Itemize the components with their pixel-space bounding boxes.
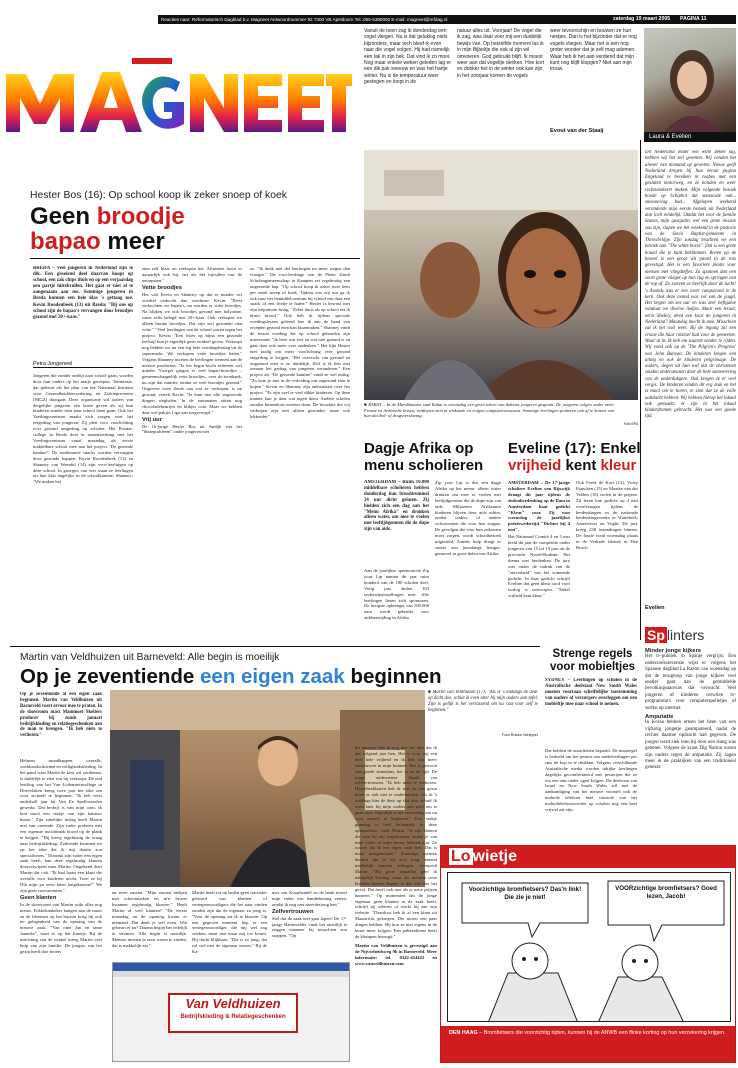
story1-kicker: Hester Bos (16): Op school koop ik zeker snoep of koek <box>30 190 288 201</box>
story5-head-post: beginnen <box>350 665 442 688</box>
story4-column-2: Ook Freek de Kort (14), Vicky Francken (15) en Maaike van der Velden (16) vielen in de prijzen. Zij lezen hun gedicht op 4 mei voorlezingen tijdens de herdenkingen in de nationale herdenkingscentra in Waterberk, Amersfoort en Vught. De jury kreeg 238 inzendingen binnen. De finale vond woensdag plaats in de Verkade fabriek in Den Bosch. <box>576 480 638 550</box>
portrait-art <box>644 28 736 132</box>
story1-subhead-vette: Vette broodjes <box>142 284 182 291</box>
splinters-t1: Het tv-publiek in Spanje vergrijst. Een onderzoeksrecensie wijst er volgens het Spaanse dagblad La Razon van woensdag op dat de terugloop van jonge kijkers veel sneller gaat dan de gemiddelde bevolkingsaanwas dat verwacht. Veel jongeren of kinderen verwilen tv-programma's voor computerspelletjes of surfen op internet. <box>645 654 736 711</box>
website-sign <box>168 993 298 1033</box>
story5-col4: mer van Koophandel en de bank moest mijn vader een handtekening zetten, omdat ik nog niet meerderjarig ben." <box>272 890 347 907</box>
story4-head-red: kleur <box>600 457 637 474</box>
right-column-text: Dit Nederland onder een witte deken lag, hebben wij het zeil geweten. Wij vonden het alweer van niemand op geweten. Nieuw geeft Nederland kregen bij hun eerste pagina Engeland te bereiken in roabes met een geslaten motorweg, en ze konden en weer rechtsomkeert maken. Mijn volgende bezoek hoede op Schiphol dat sneeuwde ook... sneeuwvlag had... Afgelopen weekend veranderde mijn eerste bezoek uit Nederland dan toch eindelijk. Omdat het voor de familie Stanes, mijn gastgezin, wel een grote invasie zou zijn, slapen we het weekend in de pastorie van de Sovia Baptist-gemeente in Throwbridge. Zijn zondag brachten we een bezoek aan "The white horse". Dat is een grote houed die je kunt beklimmen. Boven op de heuvel is een groot wit paard in de rots gevestigd. Het is een favoriete plaats voor mensen met vliegdiefjes. Zo spannen dan een soort grote vlieger op hun rug en springen van de top af. Zo zweven ze heerlijk door de lucht! 's Avonds was er een soort campavond in de kerk. Ook deze avond was vol van de jeugd. Het begon om zes uur en was zeer heftgaloe vandaar we diverse liedjes. Maar een leraar, eerst Shelley, deed een koor de jongeren in Nederland? Maandag mocht ik mee. Misschien zal ik het ooit weer. Bij de ingang zat een vrouw die haar rolstoel had voor de gemeente. Waar al in. Ik heb om waarde zonder te rijden. Wij vond ook op de 'The Pilgrim's Progress' van John Bunyan. De kinderen kregen een uitleg en ook de kinderen pelgrimage. De ouders, degen uit hun wal dat de christenen zouden ondersteunen door de hele samenleving van de onderdakgere. Ook kregen ze er veel vergis. De kinderen vinden dit erg leuk en het is mooi om te horen, te zien dat ze de volle aandacht hebben. Wij hebben hierop het lokaal ook gemaakt; er zijn in het lokaal kinderdromen gebracht. Het was een goede tijd. <box>645 150 736 420</box>
cartoon-bubble-1: Voorzichtige bromfietsers? Das'n link! Die zie je niet! <box>468 886 582 901</box>
story3-column-2: Zip your Lip is dus een dagje Afrika op het menu: alleen water drinken om mee te voelen met leeftijdgenoten die de dupe zijn van aids. Miljoenen Afrikaanse kinderen blijven door aids achter, omdat ouders of andere volwassenen die voor hen zorgen. De gevolgen die voor hun onkomen moet zorgen, wordt schoolbezoek uitgesteld. Zonder hulp dreigt er steeds een jarenlange honger- gemoord in grote delen van Afrika. <box>435 480 501 556</box>
story5-column-1 <box>20 758 102 1058</box>
cartoon-bubble-2: VOORzichtige bromfietsers? Goed lezen, Jacob! <box>615 885 717 900</box>
story5-subhead-klanten: Geen klanten <box>20 894 57 901</box>
story5-col1: Helmen, mondkappen, overalls, werkhandschoenen en veiligheidskleding. In het pand waar Martin de kost wil verdienen, is duidelijk te zien wat hij verkoopt. De oud leerling van het Van Lodensteincollege in Hoevelaken kreeg twee jaar het idee om voor zichzelf te beginnen. "Ik heb eerst anderhalf jaar bij Van Ee Spelfootselen gewerkt. Dat bedrijf is van mijn oom. Ik kon mooi een stukje van zijn kantoor huren." Zijn zakelijke inslag heeft Martin niet van vreemde. Zijn vader probeert met een eigenste inzichtmak brood op de plank te krijgen. "Hij kreeg regelmatig de vraag naar bedrijfskleding. Zodoende kwamen we op het idee dat ik mij daarin zou specialiseren." Doordat zijn vader een eigen zaak heeft, kan deze regelmatig klanten doorverwijzen naar Martin. Ongekend doet Martin dat ook. "Ik had laatst een klant die overalls voor kinderen nocht. Toen ze bij Dik mijn pa even laten langskomen?" We zijn geen concurrenten." <box>20 758 102 893</box>
story5-lead: Op je zeventiende al een eigen zaak beginnen. Martin van Veldhuizen uit Barneveld voert ervoor mee te praten. In de showroom mast Mammoet Skelters producer bij zonds januari bedrijfskleding en relatiegeschenken aan de man te brengen. "Ik heb niets te verliezen." <box>20 692 102 739</box>
story5-col1b: In de showroom van Martin ruikt alles nog nieuw. Fokkeltankeker hangen aan de muur en de bloemen op het bureau krrig hij ook ter gelegenheid van de opening van de nieuwe zaak. "Van ome Jan en tante Janneke", staat er op het kaartje. Bij de inrichting van de winkel kreeg Martin veel hulp van zijn familie. De jongste van het gezin heeft drie broers <box>20 901 102 954</box>
splinters-h1: Minder jonge kijkers <box>645 648 702 654</box>
story1-col2-text: eten zelf klaar en verkopen het. Afruimen hoort er natuurlijk ook bij, net als het bijvullen van de automaten." <box>142 266 242 283</box>
story4-head-word: kent <box>565 457 597 474</box>
photo-caption-block <box>428 690 538 730</box>
story6-headline: Strenge regels voor mobieltjes <box>550 648 635 673</box>
splinters-body <box>645 648 736 838</box>
story1-column-3: zo. "Ik denk niet dat leerlingen nu meer wegen dan vroeger." De vwo-leerlinge van de Pieter Zandt Scholengemeenschap in Kampen zet regelmatig een ongezonde hap. "Op school koop ik zeker twee keer per week snoep of koek. Tijdens een vrij uur ga ik ook naar het bemiddelcentrum bij school om daar een snack of een frietje te halen." Hester is bewust met zijn eetpatroon bezig. "Zeker thuis als op school eet ik bruin brood." Ook heb ik tijdens speciale voedingslessen geleerd hoe ik aan de hand van recepten gezond eten kan klaarmaken." Shanney vindt de lessen voeding die op school gehouden zijn interessant. "Je leert wat wel en wat niet gezond is en gaat daar ook meer over nadenken." Het lijkt Hester niet nodig om meer voorlichting over gezond eetgedrag te krijgen. "Het overzicht van gezond en ongezond eten is zo duidelijk. Zelf is ik ben niet zomaar het gedrag van jongeren veranderen." Een project als "De gezonde kantine" vindt ze wel nuttig. "Zo kom je niet in de verleiding om ongezond eten te kopen." Kevin en Shanney zijn enthousiast over het project. "Er zijn veel te veel dikke kinderen. Op deze manier kun je daar wat tegen doen. Andere scholen zouden binnenkort moeten doen. De broodjes die wij verkopen zijn niet alleen gezonder, maar ook lekkerder." <box>250 266 350 419</box>
portrait-name: Laura & Evelien <box>649 134 692 140</box>
story4-head-red: vrijheid <box>508 457 562 474</box>
splinters-sp: Sp <box>647 627 665 643</box>
story1-col2b-text: Het valt Kevin en Shanney op dat er minder vet voedsel verkocht dan voorheen. Kevin: "Eerst verkochten we bapao's, nu worden er witte broodjes. Na blijken we ook broodjes gezond met halvarine, soms zelfs belegd met 20+-kaas. Ook verkopen we alleen bruine broodjes. Dat zijn wel gezonder dan witte." "Veel leerlingen van de school waren tegen het project. Kevin: "Een frites op bijna een gezonde leefstijl kun je eigenlijk geen oordeel geven. Verkoopt nog hebben we nu een erg hele voedingsbeslag uit de supermarkt. We verkopen vette broodjes halen." Volgens Shanney moeten de leerlingen wennen aan de nieuwe producten. "Je bet begin kocht iedereen wel minder. Vroeger gingen er veel bapao-broodjes –gemeenschappelijk vette broodjes– over de toonbank, nu zijn dat minder, omdat ze veel broodjes gezond." Ongeveer twee derde van wat ze verkopen, is nu gezond, vertelt Kevin. "Je kunt niet alle ongezonde dingen weghalen. In de automaten zitten nog chocoladebeurtjes en blikjes cola. Maar we hebben daar wel pakjes Liga aan toegevoegd." <box>142 291 242 415</box>
story4-lead: AMSTERDAM – De 17-jarige scholiere Eveline van Rijswijk draagt dit jaar tijdens de dodenherdenking op de Dam in Amsterdam haar gedicht "Kleur" voor. Zij won woensdag de jaarlijkse poëziewedstrijd "Dichter bij 4 mei". <box>508 480 570 533</box>
story1-col2c-text: De 16-jarige Hester Bos uit Andijk ziet het "dikteprobleem" onder jongeren niet <box>142 423 242 435</box>
story5-address: Martin van Veldhuizen is gevestigd aan de Nijverheidsweg 9b in Barneveld. Meer informatie: tel. 0342-424422 en www.vanveldhuizen.com. <box>355 942 437 966</box>
story5-head-colored: een eigen zaak <box>200 665 345 688</box>
story5-column-2: en twee zussen. "Mijn zussen hielpen met schoonmaken en m'n broers kwamen regelmatig klussen." Heeft Martin al veel klanten? "De eerste maandag na de opening kwam er niemand. Dat denk je wel even: Wat gebeurt er nu? Daarna begon het redelijk te stromen. Alle begin is moeilijk. Mensen moeten je eerst weten te vinden, dat is makkelijk zat." <box>112 890 187 949</box>
story1-column-1: Jongeren die zonder ontbijt naar school gaan, worden door hun ouders op het matje geroepen. Tenminste, dat gebeurt als het plan van het Nationaal Instituut voor Gezondheidsbevordering en Ziektepreventie (NIGZ) doorgaat. Deze organisatie wil ouders van dergelijke jongeren een boete geven als zij hun kinderen zonder eten naar school laten gaan. Ook het Voedingscentrum maakt zich zorgen over het eetgedrag van jongeren. Zij pleit voor voorlichting over gezond ontgedrag op scholen. Het Prisma-college in Breda doet in samenwerking met het Voedingscentrum vanaf maandag als eerste middelbare school mee aan het project "De gezonde kantine". De traditionele snacks worden vervangen door gezonde happen. Kevin Roodenbeek (13) en Shanney van Weerdel (14) zijn vwo-leerlingen op deze school. In groepjes van vier staan ze leerlingen uit hun klas dagelijks in de schoolkantine. Shanney: "We maken het <box>33 373 133 485</box>
story6-body: Dat hebben de autoriteiten bepaald. De maatregel is bedoeld om het pesten van medeleerlingen per sms de kop in te drukken. Volgens verschillende Australische media worden talrijke leerlingen dagelijks gecomfronteerd met pesterijen die ze via een sms onder ogen krijgen. De deelstaat van Israel en New South Wales wil met de aankondiging van het nieuwe voorstel ook de mobiele telefoon heel controle van het mobieltelefoonvoerder op scholen nog een heel vrijwel zal zijn. <box>545 748 637 813</box>
story4-headline <box>508 440 643 474</box>
lowietje-header <box>441 846 736 868</box>
story2-column-1: Vanuit de oven zag ik donderdag een vogel vliegen. Nu is dat gelukkig niets bijzonders, maar toch bleef ik even naar die vogel volgen. Hij had namelijk een tak in zijn bek. Dat vind ik zo mooi. Nog maar enkele weken geleden lag er een dik pak sneeuw en was het hartje winter. Nu is de temperatuur weer gestegen en loopt in de <box>364 28 451 86</box>
story5-subhead-zelf: Zelfvertrouwen <box>272 908 314 915</box>
lowietje-caption <box>441 1026 736 1063</box>
portrait-name-tag <box>644 132 736 142</box>
story4-col1: Het Nationaal Comité 4 en 5 mei hield dit jaar de competitie onder jongeren van 15 tot 19 jaar uit de provincie Noord-Brabant. Het thema was herdenken. De jury was onder de indruk van de "zuiverheid" van het winnende gedicht. In haar gedicht schrijft Eveline dat geen kleur oord voor oorlog is ontworpen. "Enkel vrijheid kent kleur." <box>508 534 570 599</box>
lowietje-title: wietje <box>472 848 518 865</box>
story3-headline: Dagje Afrika op menu scholieren <box>364 440 484 474</box>
story2-column-2: natuur alles uit. Voorjaar! De vogel die ik zag, was daar voor mij een duidelijk bewijs van. Op hetzelfde moment las ik in mijn Bijbeltje die ook al zijn wil omvoeren. God gebruikt blijft. Ik moest weer aan dat vogeltje denken. Hoe kort en donker het in de winter ook kan zijn, in het voorjaar komen de vogels <box>457 28 544 79</box>
story5-head-pre: Op je zeventiende <box>20 665 195 688</box>
header-page: PAGINA 11 <box>680 16 707 22</box>
story1-lead: BREDA – Veel jongeren in Nederland zijn te dik. Een groeiend deel daarvan koopt op school, een zak chips thuis en op een verjaardag een partje hittebrullen. Het gaat er niet al te aangenaam aan toe. Sommige jongeren in Breda kunnen een hele klas 's gettaag toe. Kevin Roodenbeek (13) uit Breda: "Bij ons op school zijn de bapao's vervangen door broodjes gezond met 20+-kaas." <box>33 266 133 320</box>
story1-byline: Petra Jongeneel <box>33 361 133 368</box>
story5-kicker: Martin van Veldhuizen uit Barneveld: Alle begin is moeilijk <box>20 652 280 663</box>
headline-word-red: broodje <box>96 204 185 230</box>
story2-author: Evout van der Staaij <box>550 128 604 134</box>
header-strip <box>158 15 736 24</box>
story5-column-4 <box>272 890 347 965</box>
headline-word: meer <box>107 228 165 254</box>
story1-headline <box>30 204 360 254</box>
browser-titlebar <box>113 963 349 971</box>
headline-word-red: bapao <box>30 228 101 254</box>
story5-column-5 <box>355 745 437 1065</box>
headline-word: Geen <box>30 204 91 230</box>
story4-column-1 <box>508 480 570 640</box>
header-date: zaterdag 19 maart 2005 <box>613 16 671 22</box>
lowietje-box <box>440 845 736 1063</box>
magneet-logo <box>2 58 352 140</box>
header-info: Reacties naar: Reformatorisch Dagblad b.v. Magneet Antwoordnummer 92 7300 VB Apeldoorn Tel.:055-5390000 E-mail: magneet@refdag.nl <box>161 17 448 22</box>
story4-head-pre: Eveline (17): Enkel <box>508 440 641 457</box>
story6-lead: SYDNEY – Leerlingen op scholen in de Australische deelstaat New South Wales moeten voortaan schriftelijke toestemming van ouders of verzorgers overleggen om een mobieltje mee naar school te nemen. <box>545 678 637 707</box>
right-column-author: Evelien <box>645 605 665 611</box>
story3-column-1: Aan de jaarlijkse sponsoractie Zip your Lip namen dit jaar ruim honderd van de 180 scholen deel. Vorig jaar deden 163 onderwijsinstellingen mee. Alle leerlingen lieten zich sponsoren. De hoogste opbrengst van 500.000 euro wordt gebruikt voor aidsbestrijding in Afrika. <box>364 568 429 621</box>
splinters-title: linters <box>666 627 705 643</box>
lowietje-caption-text: – Bromfietsers die voorzichtig rijden, kunnen bij de ANWB een flinke korting op hun verzekering krijgen. <box>477 1030 726 1036</box>
rabat-photo <box>364 150 638 400</box>
story5-top-rule <box>10 646 540 647</box>
story3-lead: AMSTERDAM – Ruim 10.000 middelbare scholieren hebben donderdag hun broodtrommel 24 uur dicht gelaten. Zij hielden zich een dag aan het "Menu Afrika" en dronken alleen water, om mee te voelen met leeftijdgenoten die de dupe zijn van aids. <box>364 480 429 533</box>
rabat-photo-art <box>364 150 638 400</box>
story5-headline <box>20 665 540 689</box>
lowietje-caption-place: DEN HAAG <box>449 1030 478 1036</box>
browser-toolbar <box>113 971 349 977</box>
martin-photo-credit: Foto Ruben Schipper <box>502 733 538 737</box>
story5-col5: dit moment heb ik nog niet het idee dat ik dat volgend jaar ben. Het is voor mij een deel hele vrijheid en ik heb ook meer vertrouwen in mijn kunnen. Het is gewoon een goede stimulans, het is nu de tijd. De jonge ondernemer blaakt van zelfvertrouwen. "Ik heb niets te verliezen. Hypotheeklasten heb ik niet en ons gezin hoeft er ook niet te onderhouden. Als ik 's middags hier de deur op slot doe, schuif ik even later bij mijn ouders aan tafel om te gaan eten. Eigenlijk is het verstandig om nu voor mezelf te beginnen." Een stukje gunning is heel belangrijk in deze opbouwfase, vindt Martin. "Je zijn klanten die sent bij mij langskomen, omdat je van mijn vader of mijn broers bekend zijn. Ze wisten dat ik een eigen zaak heb. Dat is mooi meegenomen." Sommige mensen denken dat je bij zo'n jong iemand makkelijk kunnen afdingen, vermoedt Martin. "Bij grote aantallen geef ik natuurlijk korting, maar als mensen twee broeken komen kopen, is dat wel niet het geval. Dat hoeft ook niet als je nette prijzen hanteert." Op momenten dat de jonge eigenaar geen klanten in de zaak heeft, schrijft hij offertes of werkt hij aan zijn website. "Daardoor heb ik al een klant uit Maastricht gekregen. Die moest een paar dingen hebben. Hij kon ze niet ergens in de buurt meer krijgen. Een pakketdienst heeft de klompen bezorgd." <box>355 745 437 939</box>
rabat-photo-caption: ■ RABAT – In de Marokkaanse stad Rabat is woensdag een groot tekort van dakloze jongeren gesprokt. De jongeren volgen onder meer Franse en Arabische lessen, verdiepen zich in wiskunde en volgen computercursussen. Sommige leerlingen proberen ook af te komen van hun alcohol- of drugsverslaving. <box>364 402 614 419</box>
rabat-photo-credit: Foto EPA <box>623 422 638 426</box>
splinters-h2: Amputatie <box>645 714 674 721</box>
right-column-divider <box>640 140 641 640</box>
sign-name: Van Veldhuizen <box>185 996 281 1011</box>
splinters-t2: In Korea hebben artsen het been van een vijftarig jongetje geamputeerd, nadat de rechter daartoe opdracht had gegeven. De jongen werd ziek toen bij door een slang was gebeten. Volgens de krant Dig Nation waren zijn ouders tegen de amputatie. Zij zagen meer in de praktijken van een traditioneel genezer. <box>645 720 736 771</box>
lowietje-drawing <box>447 872 731 1022</box>
website-screenshot <box>112 962 350 1062</box>
story5-column-3: Martin heeft tot op heden geen tractaties gehoord van klanten of vertegenwoordigers die het naar vinden zouden zijn dat de eigenaar zo jong is. "Voor de opening zat ik te klussen. Op een gegeven moment liep er een vertegenwoordiger, die mij wel zag werken, maar met maar mij toe kwam. Hij dacht blijkbaar: "Die is zo jong, dat zal wel niet de eigenaar wezen." Bij de Ka- <box>192 890 267 955</box>
splinters-header <box>645 625 736 645</box>
story5-col4b: Stel dat de zaak niet gaat lopen? De 17-jarige Barnevelder vindt het moeilijk te zeggen wanneer hij misschien zou stoppen. "Op <box>272 915 347 939</box>
sign-slogan: Bedrijfskleding & Relatiegeschenken <box>180 1014 286 1020</box>
story1-column-2 <box>142 266 242 691</box>
story1-rule <box>30 258 360 259</box>
martin-photo-caption: ■ Martin van Veldhuizen (17): "Als ik 's middags de deur op dicht doe, schiet ik even later bij mijn ouders aan tafel. Zijn is gelijk is het verrassend om nu rust voor zelf te beginnen." <box>428 690 538 713</box>
lowietje-lo: Lo <box>451 848 471 865</box>
magneet-logo-art <box>2 58 352 140</box>
story1-subhead-vrij: Vrij uur <box>142 416 162 423</box>
author-portrait <box>644 28 736 132</box>
story2-column-3: weer tevoorschijn en bouwen ze hun nestjes. Dan is het bijzonder dat er nog vogels vliegen. Maar het is een nog groter wonder dat je zelf mag ademen. Waar heb ik het aan verdiend dat mijn kunt nog blijft klopgen? Niet aan mijn trouw. <box>550 28 637 73</box>
